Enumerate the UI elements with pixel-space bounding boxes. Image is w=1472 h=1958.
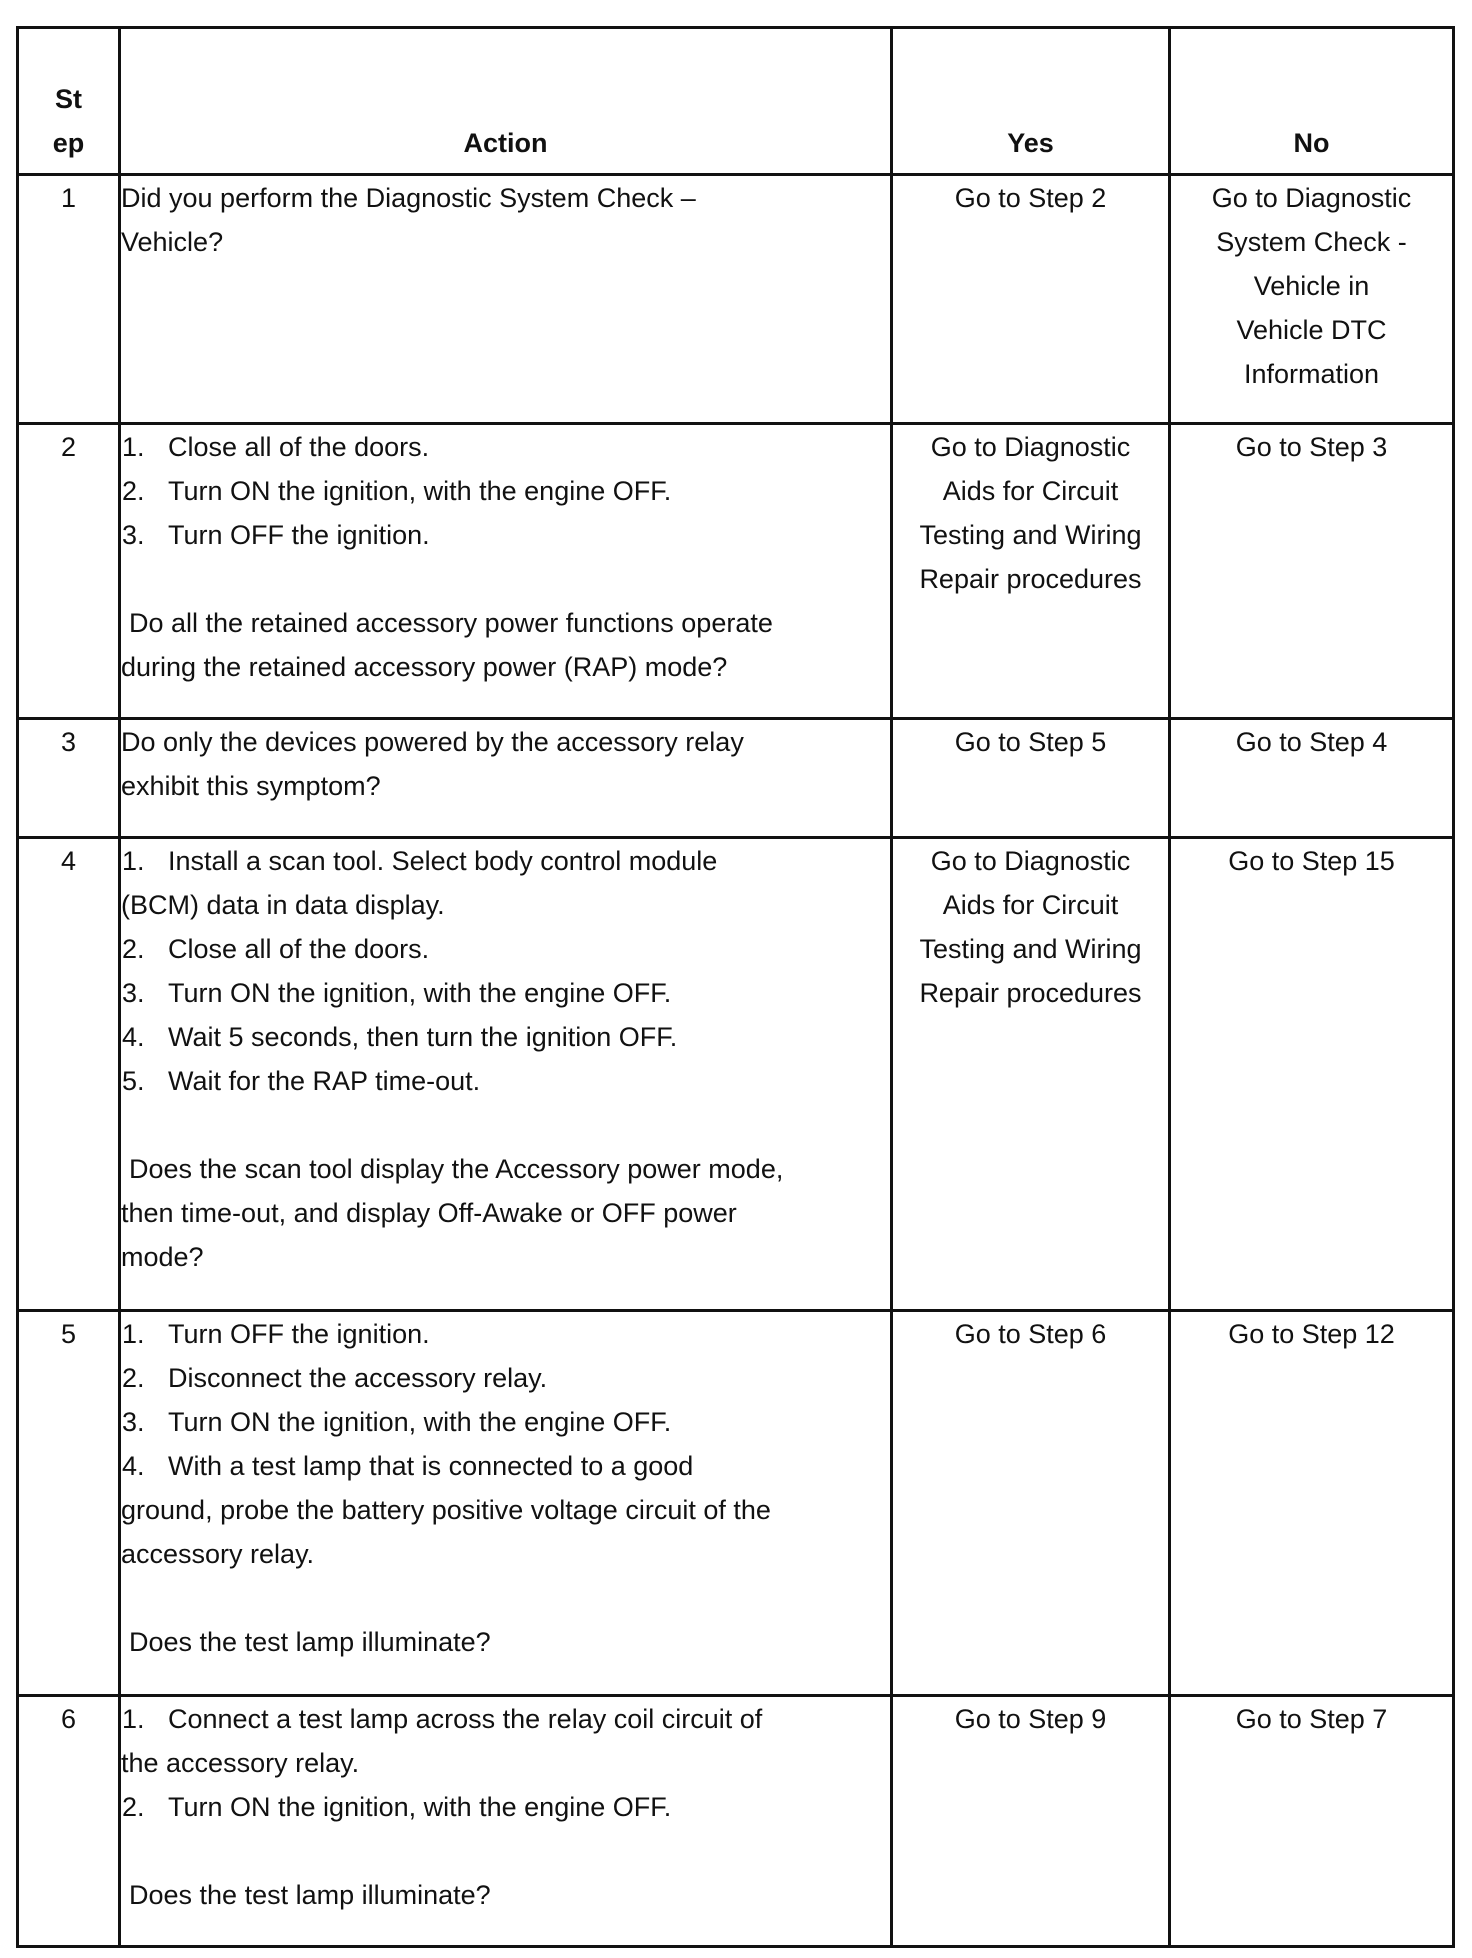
numbered-step: 1. Close all of the doors. (122, 432, 430, 462)
numbered-step: 4. With a test lamp that is connected to a good (122, 1451, 694, 1481)
table-row (18, 175, 1454, 424)
yes-cell (892, 1696, 1170, 1947)
header-step-line2: ep (52, 128, 85, 158)
no-cell (1170, 175, 1454, 424)
no-result: Go to Step 12 (1228, 1319, 1395, 1349)
diagnostic-table (16, 26, 1455, 1948)
header-action: Action (120, 28, 892, 175)
step-number: 5 (18, 1311, 120, 1696)
numbered-step: 3. Turn ON the ignition, with the engine OFF. (122, 978, 672, 1008)
yes-result: Go to Step 9 (954, 1704, 1107, 1734)
no-result: Go to Step 7 (1235, 1704, 1388, 1734)
action-cell (120, 175, 892, 424)
yes-cell (892, 175, 1170, 424)
question-line: Does the test lamp illuminate? (129, 1880, 491, 1910)
action-line: exhibit this symptom? (121, 771, 381, 801)
question-line: Does the test lamp illuminate? (129, 1627, 491, 1657)
no-cell (1170, 838, 1454, 1311)
numbered-step: 2. Disconnect the accessory relay. (122, 1363, 548, 1393)
yes-cell (892, 838, 1170, 1311)
no-cell (1170, 424, 1454, 719)
action-line: Vehicle? (121, 227, 224, 257)
numbered-step: 1. Turn OFF the ignition. (122, 1319, 430, 1349)
header-row (18, 28, 1454, 175)
action-cell (120, 838, 892, 1311)
step-number: 6 (18, 1696, 120, 1947)
question-line: Do all the retained accessory power functions operate (129, 608, 773, 638)
no-cell (1170, 719, 1454, 838)
action-line: Did you perform the Diagnostic System Check – (121, 183, 696, 213)
numbered-step-continuation: ground, probe the battery positive voltage circuit of the (121, 1495, 771, 1525)
action-line: Do only the devices powered by the accessory relay (121, 727, 744, 757)
numbered-step: 2. Close all of the doors. (122, 934, 430, 964)
yes-line: Testing and Wiring (919, 520, 1142, 550)
numbered-step-continuation: accessory relay. (121, 1539, 315, 1569)
header-no: No (1170, 28, 1454, 175)
yes-result: Go to Step 6 (954, 1319, 1107, 1349)
table-row (18, 1696, 1454, 1947)
step-number: 1 (18, 175, 120, 424)
header-yes: Yes (892, 28, 1170, 175)
no-result: Go to Step 15 (1228, 846, 1395, 876)
question-line: Does the scan tool display the Accessory power mode, (129, 1154, 784, 1184)
numbered-step: 2. Turn ON the ignition, with the engine OFF. (122, 476, 672, 506)
question-line: then time-out, and display Off-Awake or OFF power (121, 1198, 737, 1228)
no-line: Information (1243, 359, 1380, 389)
numbered-step: 4. Wait 5 seconds, then turn the ignition OFF. (122, 1022, 678, 1052)
no-result: Go to Step 4 (1235, 727, 1388, 757)
numbered-step: 1. Connect a test lamp across the relay coil circuit of (122, 1704, 763, 1734)
table-row (18, 838, 1454, 1311)
yes-line: Testing and Wiring (919, 934, 1142, 964)
no-result: Go to Step 3 (1235, 432, 1388, 462)
no-cell (1170, 1311, 1454, 1696)
numbered-step-continuation: the accessory relay. (121, 1748, 360, 1778)
step-number: 4 (18, 838, 120, 1311)
yes-line: Repair procedures (919, 978, 1142, 1008)
numbered-step: 3. Turn OFF the ignition. (122, 520, 430, 550)
action-cell (120, 424, 892, 719)
question-line: mode? (121, 1242, 204, 1272)
action-cell (120, 719, 892, 838)
question-line: during the retained accessory power (RAP) mode? (121, 652, 728, 682)
step-number: 3 (18, 719, 120, 838)
numbered-step-continuation: (BCM) data in data display. (121, 890, 445, 920)
table-row (18, 1311, 1454, 1696)
action-cell (120, 1311, 892, 1696)
yes-line: Go to Diagnostic (930, 846, 1131, 876)
header-step (18, 28, 120, 175)
numbered-step: 2. Turn ON the ignition, with the engine OFF. (122, 1792, 672, 1822)
table-row (18, 424, 1454, 719)
numbered-step: 3. Turn ON the ignition, with the engine OFF. (122, 1407, 672, 1437)
yes-line: Aids for Circuit (942, 890, 1119, 920)
yes-cell (892, 1311, 1170, 1696)
numbered-step: 5. Wait for the RAP time-out. (122, 1066, 481, 1096)
yes-cell (892, 424, 1170, 719)
step-number: 2 (18, 424, 120, 719)
yes-result: Go to Step 5 (954, 727, 1107, 757)
no-line: System Check - (1216, 227, 1407, 257)
no-line: Vehicle in (1253, 271, 1370, 301)
action-cell (120, 1696, 892, 1947)
yes-line: Go to Diagnostic (930, 432, 1131, 462)
no-cell (1170, 1696, 1454, 1947)
table-row (18, 719, 1454, 838)
no-line: Go to Diagnostic (1211, 183, 1412, 213)
yes-line: Aids for Circuit (942, 476, 1119, 506)
yes-cell (892, 719, 1170, 838)
yes-result: Go to Step 2 (954, 183, 1107, 213)
no-line: Vehicle DTC (1236, 315, 1387, 345)
numbered-step: 1. Install a scan tool. Select body control module (122, 846, 718, 876)
header-step-line1: St (55, 84, 82, 114)
yes-line: Repair procedures (919, 564, 1142, 594)
